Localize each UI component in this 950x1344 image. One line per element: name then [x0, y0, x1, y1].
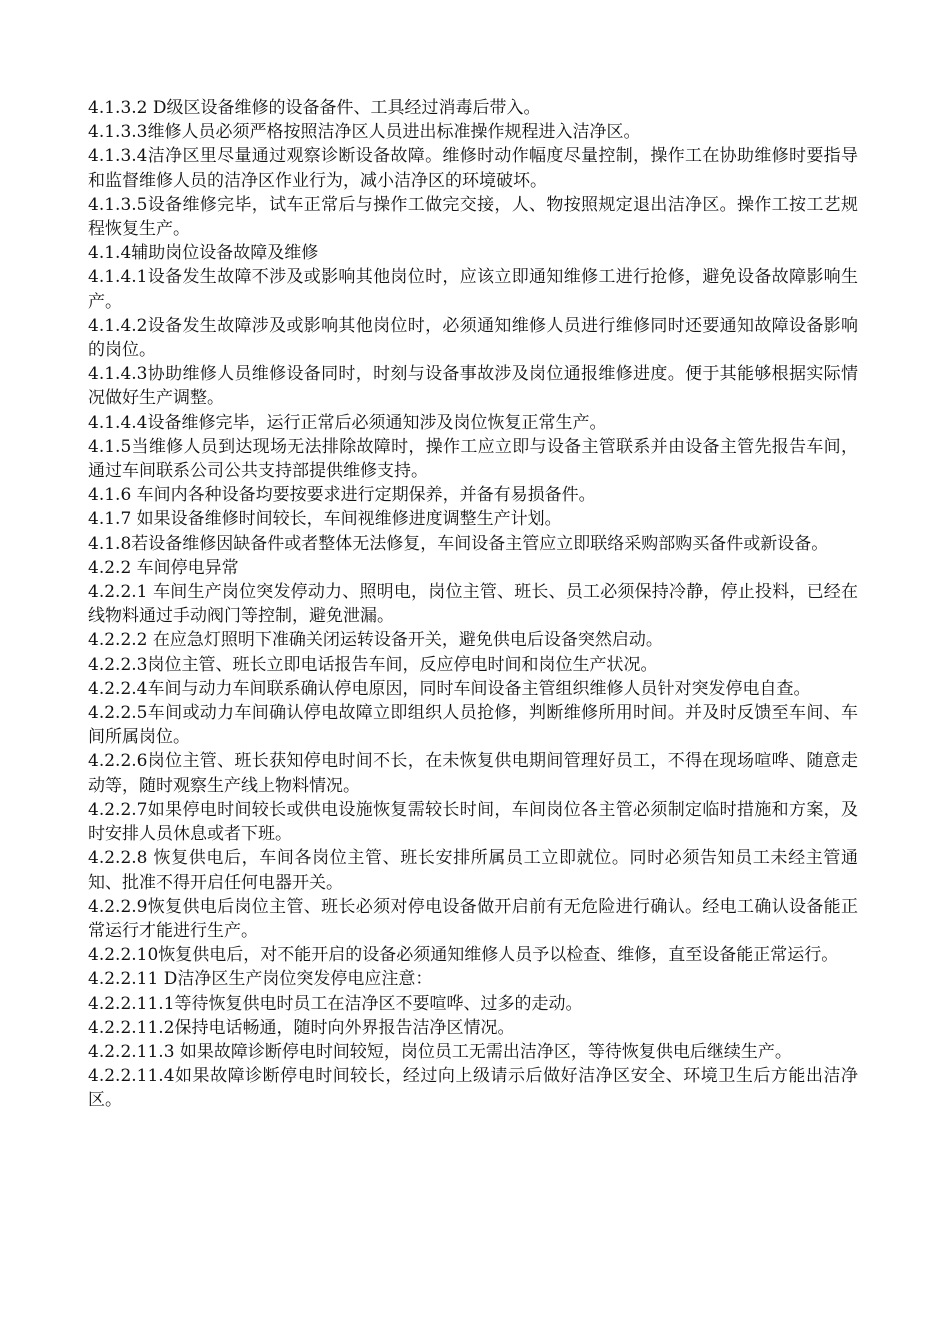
paragraph-4-1-6: 4.1.6 车间内各种设备均要按要求进行定期保养，并备有易损备件。 — [88, 485, 596, 506]
paragraph-4-2-2-8: 4.2.2.8 恢复供电后，车间各岗位主管、班长安排所属员工立即就位。同时必须告知员工未经主管通知、批准不得开启任何电器开关。 — [88, 848, 858, 893]
paragraph-4-2-2-11-2: 4.2.2.11.2保持电话畅通，随时向外界报告洁净区情况。 — [88, 1017, 515, 1038]
paragraph-4-2-2-4: 4.2.2.4车间与动力车间联系确认停电原因，同时车间设备主管组织维修人员针对突发停电自查。 — [88, 678, 811, 699]
paragraph-4-1-4-2: 4.1.4.2设备发生故障涉及或影响其他岗位时，必须通知维修人员进行维修同时还要通知故障设备影响的岗位。 — [88, 315, 858, 361]
paragraph-4-2-2-9: 4.2.2.9恢复供电后岗位主管、班长必须对停电设备做开启前有无危险进行确认。经电工确认设备能正常运行才能进行生产。 — [88, 896, 858, 941]
paragraph-4-1-3-2: 4.1.3.2 D级区设备维修的设备备件、工具经过消毒后带入。 — [88, 98, 541, 118]
paragraph-4-1-4-3: 4.1.4.3协助维修人员维修设备同时，时刻与设备事故涉及岗位通报维修进度。便于其能够根据实际情况做好生产调整。 — [88, 364, 858, 409]
paragraph-4-2-2-11: 4.2.2.11 D洁净区生产岗位突发停电应注意： — [88, 969, 433, 990]
paragraph-4-2-2-3: 4.2.2.3岗位主管、班长立即电话报告车间，反应停电时间和岗位生产状况。 — [88, 654, 658, 675]
paragraph-4-1-4-1: 4.1.4.1设备发生故障不涉及或影响其他岗位时，应该立即通知维修工进行抢修，避免设备故障影响生产。 — [88, 267, 858, 312]
paragraph-4-1-3-3: 4.1.3.3维修人员必须严格按照洁净区人员进出标准操作规程进入洁净区。 — [88, 122, 641, 143]
paragraph-4-1-7: 4.1.7 如果设备维修时间较长，车间视维修进度调整生产计划。 — [88, 509, 562, 530]
paragraph-4-2-2-6: 4.2.2.6岗位主管、班长获知停电时间不长，在未恢复供电期间管理好员工，不得在现场喧哗、随意走动等，随时观察生产线上物料情况。 — [88, 751, 858, 796]
paragraph-4-2-2-5: 4.2.2.5车间或动力车间确认停电故障立即组织人员抢修，判断维修所用时间。并及时反馈至车间、车间所属岗位。 — [88, 703, 858, 748]
document-page — [88, 96, 858, 1113]
paragraph-4-2-2-11-3: 4.2.2.11.3 如果故障诊断停电时间较短，岗位员工无需出洁净区，等待恢复供电后继续生产。 — [88, 1041, 792, 1062]
paragraph-4-2-2-11-1: 4.2.2.11.1等待恢复供电时员工在洁净区不要喧哗、过多的走动。 — [88, 993, 583, 1014]
paragraph-4-1-4-4: 4.1.4.4设备维修完毕，运行正常后必须通知涉及岗位恢复正常生产。 — [88, 412, 607, 433]
paragraph-4-2-2-7: 4.2.2.7如果停电时间较长或供电设施恢复需较长时间，车间岗位各主管必须制定临时措施和方案，及时安排人员休息或者下班。 — [88, 799, 858, 845]
paragraph-4-2-2-10: 4.2.2.10恢复供电后，对不能开启的设备必须通知维修人员予以检查、维修，直至设备能正常运行。 — [88, 945, 839, 966]
heading-4-2-2: 4.2.2 车间停电异常 — [88, 557, 239, 578]
paragraph-4-1-8: 4.1.8若设备维修因缺备件或者整体无法修复，车间设备主管应立即联络采购部购买备件或新设备。 — [88, 533, 829, 554]
paragraph-4-2-2-2: 4.2.2.2 在应急灯照明下准确关闭运转设备开关，避免供电后设备突然启动。 — [88, 630, 663, 651]
paragraph-4-1-5: 4.1.5当维修人员到达现场无法排除故障时，操作工应立即与设备主管联系并由设备主管先报告车间，通过车间联系公司公共支持部提供维修支持。 — [88, 436, 858, 482]
paragraph-4-1-3-4: 4.1.3.4洁净区里尽量通过观察诊断设备故障。维修时动作幅度尽量控制，操作工在协助维修时要指导和监督维修人员的洁净区作业行为，减小洁净区的环境破坏。 — [88, 146, 858, 191]
paragraph-4-1-3-5: 4.1.3.5设备维修完毕，试车正常后与操作工做完交接，人、物按照规定退出洁净区。操作工按工艺规程恢复生产。 — [88, 194, 858, 240]
paragraph-4-2-2-1: 4.2.2.1 车间生产岗位突发停动力、照明电，岗位主管、班长、员工必须保持冷静，停止投料，已经在线物料通过手动阀门等控制，避免泄漏。 — [88, 582, 858, 627]
paragraph-4-2-2-11-4: 4.2.2.11.4如果故障诊断停电时间较长，经过向上级请示后做好洁净区安全、环境卫生后方能出洁净区。 — [88, 1066, 858, 1111]
heading-4-1-4: 4.1.4辅助岗位设备故障及维修 — [88, 243, 319, 264]
